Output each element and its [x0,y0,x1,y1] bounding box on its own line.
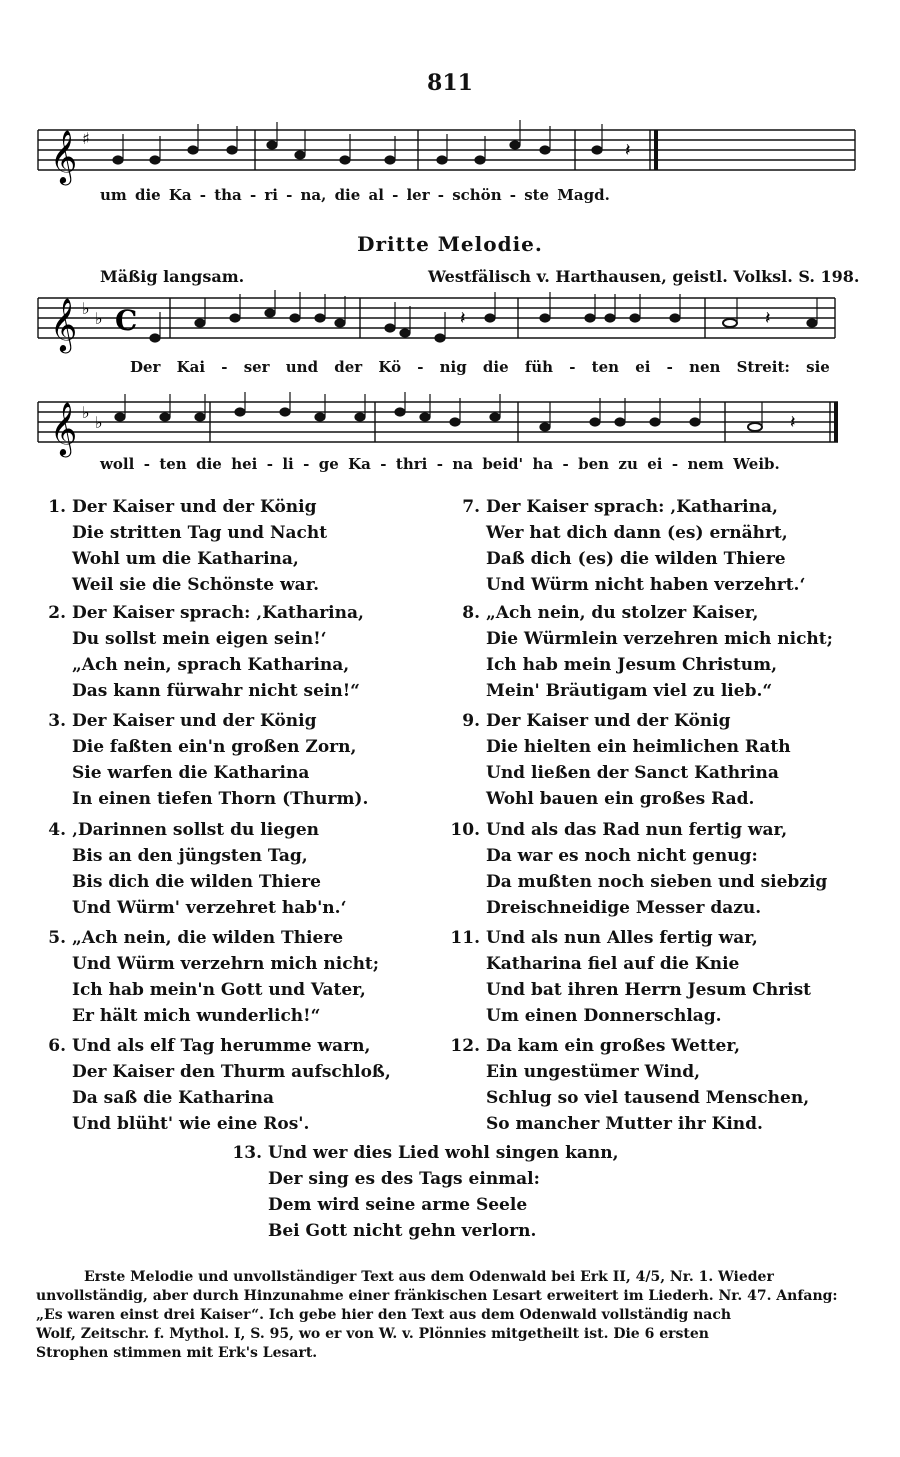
stanza-number: 1. [48,497,66,517]
lyric-syllable: - [303,455,310,473]
lyric-syllable: nig [439,358,467,376]
staff-2-lyrics [130,358,830,376]
lyric-syllable: ha [532,455,554,473]
lyric-syllable: ri [264,186,278,204]
verse-line: Das kann fürwahr nicht sein!“ [72,681,360,701]
stanza-number: 9. [462,711,480,731]
svg-text:♭: ♭ [82,403,90,422]
verse-line: So mancher Mutter ihr Kind. [486,1114,763,1134]
verse-line: Der Kaiser sprach: ‚Katharina, [486,497,778,517]
lyric-syllable: Ka [348,455,371,473]
verse-line: Bei Gott nicht gehn verlorn. [268,1221,537,1241]
footnote [36,1268,864,1363]
verse-line: „Ach nein, sprach Katharina, [72,655,350,675]
verse-line: Du sollst mein eigen sein!‘ [72,629,327,649]
svg-text:𝄞: 𝄞 [50,129,78,183]
lyric-syllable: sie [806,358,830,376]
stanza-8 [450,600,833,704]
verse-line: Und blüht' wie eine Ros'. [72,1114,310,1134]
lyric-syllable: thri [395,455,428,473]
stanza-number: 3. [48,711,66,731]
lyric-syllable: - [249,186,257,204]
verse-line: Schlug so viel tausend Menschen, [486,1088,810,1108]
stanza-number: 13. [232,1143,262,1163]
verse-line: Die stritten Tag und Nacht [72,523,328,543]
verse-line: „Ach nein, du stolzer Kaiser, [486,603,759,623]
lyric-syllable: - [437,186,445,204]
lyric-syllable: ser [243,358,270,376]
verse-line: Da saß die Katharina [72,1088,274,1108]
lyric-syllable: zu [618,455,638,473]
melody-title: Dritte Melodie. [357,232,543,256]
lyric-syllable: - [562,455,569,473]
stanza-5 [36,925,379,1029]
lyric-syllable: - [436,455,443,473]
verse-line: Ich hab mein Jesum Christum, [486,655,777,675]
verse-line: Da war es noch nicht genug: [486,846,758,866]
verse-line: Dreischneidige Messer dazu. [486,898,762,918]
lyric-syllable: Streit: [736,358,790,376]
verse-line: Und als das Rad nun fertig war, [486,820,788,840]
lyric-syllable: Weib. [733,455,780,473]
lyric-syllable: die [196,455,222,473]
lyric-syllable: na, [300,186,327,204]
lyric-syllable: ei [635,358,651,376]
music-staff-2 [0,288,900,358]
lyric-syllable: hei [231,455,258,473]
svg-text:𝄽: 𝄽 [790,412,796,433]
lyric-syllable: Kö [378,358,402,376]
footnote-line: Wolf, Zeitschr. f. Mythol. I, S. 95, wo er von W. v. Plönnies mitgetheilt ist. Die 6 ersten [36,1326,709,1342]
lyric-syllable: - [380,455,387,473]
verse-line: ‚Darinnen sollst du liegen [72,820,320,840]
footnote-line: unvollständig, aber durch Hinzunahme einer fränkischen Lesart erweitert im Liederh. Nr. 47. Anfang: [36,1288,838,1304]
lyric-syllable: füh [524,358,554,376]
svg-text:♭: ♭ [95,309,103,328]
verse-line: Und ließen der Sanct Kathrina [486,763,779,783]
verse-line: Weil sie die Schönste war. [72,575,320,595]
svg-text:𝄽: 𝄽 [625,140,631,161]
verse-line: Und als nun Alles fertig war, [486,928,758,948]
verse-line: „Ach nein, die wilden Thiere [72,928,344,948]
svg-text:𝄽: 𝄽 [765,308,771,329]
verse-line: Wer hat dich dann (es) ernährt, [486,523,788,543]
stanza-10 [450,817,827,921]
svg-text:𝄞: 𝄞 [50,297,78,351]
music-staff-1 [0,120,900,190]
lyric-syllable: Magd. [557,186,610,204]
lyric-syllable: li [282,455,294,473]
lyric-syllable: - [666,358,673,376]
source-reference: Westfälisch v. Harthausen, geistl. Volksl. S. 198. [428,267,860,286]
verse-line: Dem wird seine arme Seele [268,1195,528,1215]
lyric-syllable: ben [578,455,610,473]
stanza-11 [450,925,811,1029]
stanza-number: 11. [450,928,480,948]
lyric-syllable: ge [318,455,339,473]
stanza-7 [450,494,805,598]
svg-text:C: C [115,304,138,337]
lyric-syllable: ste [524,186,550,204]
verse-line: Wohl bauen ein großes Rad. [486,789,755,809]
lyric-syllable: woll [100,455,135,473]
footnote-line: Erste Melodie und unvollständiger Text aus dem Odenwald bei Erk II, 4/5, Nr. 1. Wieder [84,1269,774,1285]
stanza-number: 12. [450,1036,480,1056]
verse-line: Der Kaiser und der König [486,711,731,731]
stanza-number: 6. [48,1036,66,1056]
verse-line: Wohl um die Katharina, [72,549,299,569]
verse-line: Bis dich die wilden Thiere [72,872,321,892]
lyric-syllable: - [671,455,679,473]
verse-line: Und wer dies Lied wohl singen kann, [268,1143,619,1163]
stanza-12 [450,1033,809,1137]
verse-line: Der Kaiser und der König [72,711,317,731]
verse-line: Da mußten noch sieben und siebzig [486,872,828,892]
lyric-syllable: - [569,358,576,376]
verse-line: Und bat ihren Herrn Jesum Christ [486,980,812,1000]
verse-line: Die Würmlein verzehren mich nicht; [486,629,833,649]
verse-line: Katharina fiel auf die Knie [486,954,740,974]
lyric-syllable: ten [159,455,187,473]
staff-1-lyrics [100,186,610,204]
lyric-syllable: - [266,455,273,473]
svg-text:♭: ♭ [82,299,90,318]
stanza-9 [450,708,791,812]
staff-3-lyrics [100,455,780,473]
stanza-number: 5. [48,928,66,948]
lyric-syllable: die [334,186,361,204]
stanza-13 [232,1140,619,1244]
lyric-syllable: beid' [482,455,524,473]
lyric-syllable: nen [689,358,721,376]
lyric-syllable: Ka [168,186,192,204]
lyric-syllable: tha [214,186,242,204]
verse-line: In einen tiefen Thorn (Thurm). [72,789,369,809]
lyric-syllable: - [392,186,399,204]
lyric-syllable: - [199,186,207,204]
lyric-syllable: - [509,186,517,204]
verse-line: Der Kaiser sprach: ‚Katharina, [72,603,364,623]
verse-line: Mein' Bräutigam viel zu lieb.“ [486,681,773,701]
stanza-6 [36,1033,391,1137]
verse-line: Er hält mich wunderlich!“ [72,1006,321,1026]
stanza-number: 4. [48,820,66,840]
verse-line: Um einen Donnerschlag. [486,1006,722,1026]
lyric-syllable: Kai [176,358,206,376]
verse-line: Und Würm' verzehret hab'n.‘ [72,898,347,918]
footnote-line: Strophen stimmen mit Erk's Lesart. [36,1345,318,1361]
lyric-syllable: um [100,186,127,204]
page-number: 811 [427,70,473,96]
verse-line: Daß dich (es) die wilden Thiere [486,549,786,569]
lyric-syllable: und [285,358,319,376]
lyric-syllable: Der [130,358,161,376]
verse-line: Bis an den jüngsten Tag, [72,846,308,866]
verse-line: Der sing es des Tags einmal: [268,1169,540,1189]
lyric-syllable: ei [647,455,663,473]
lyric-syllable: nem [687,455,724,473]
lyric-syllable: der [334,358,363,376]
stanza-2 [36,600,364,704]
verse-line: Und Würm nicht haben verzehrt.‘ [486,575,806,595]
svg-text:𝄞: 𝄞 [50,401,78,455]
verse-line: Sie warfen die Katharina [72,763,310,783]
lyric-syllable: al [368,186,384,204]
footnote-line: „Es waren einst drei Kaiser“. Ich gebe hier den Text aus dem Odenwald vollständig nach [36,1307,732,1323]
svg-text:♭: ♭ [95,413,103,432]
stanza-3 [36,708,368,812]
stanza-1 [36,494,327,598]
svg-text:𝄽: 𝄽 [460,308,466,329]
verse-line: Ein ungestümer Wind, [486,1062,700,1082]
lyric-syllable: - [143,455,150,473]
lyric-syllable: die [482,358,509,376]
lyric-syllable: schön [452,186,502,204]
verse-line: Ich hab mein'n Gott und Vater, [72,980,366,1000]
verse-line: Da kam ein großes Wetter, [486,1036,741,1056]
verse-line: Und Würm verzehrn mich nicht; [72,954,380,974]
lyric-syllable: die [134,186,161,204]
lyric-syllable: na [452,455,473,473]
lyric-syllable: ten [591,358,620,376]
tempo-marking: Mäßig langsam. [100,267,245,286]
stanza-number: 8. [462,603,480,623]
lyric-syllable: - [221,358,228,376]
lyric-syllable: - [417,358,424,376]
stanza-number: 10. [450,820,480,840]
svg-text:♯: ♯ [82,129,90,148]
verse-line: Die hielten ein heimlichen Rath [486,737,791,757]
verse-line: Der Kaiser und der König [72,497,317,517]
stanza-number: 7. [462,497,480,517]
verse-line: Und als elf Tag herumme warn, [72,1036,371,1056]
lyric-syllable: ler [406,186,430,204]
stanza-number: 2. [48,603,66,623]
verse-line: Die faßten ein'n großen Zorn, [72,737,357,757]
stanza-4 [36,817,347,921]
verse-line: Der Kaiser den Thurm aufschloß, [72,1062,391,1082]
music-staff-3 [0,392,900,462]
lyric-syllable: - [286,186,293,204]
